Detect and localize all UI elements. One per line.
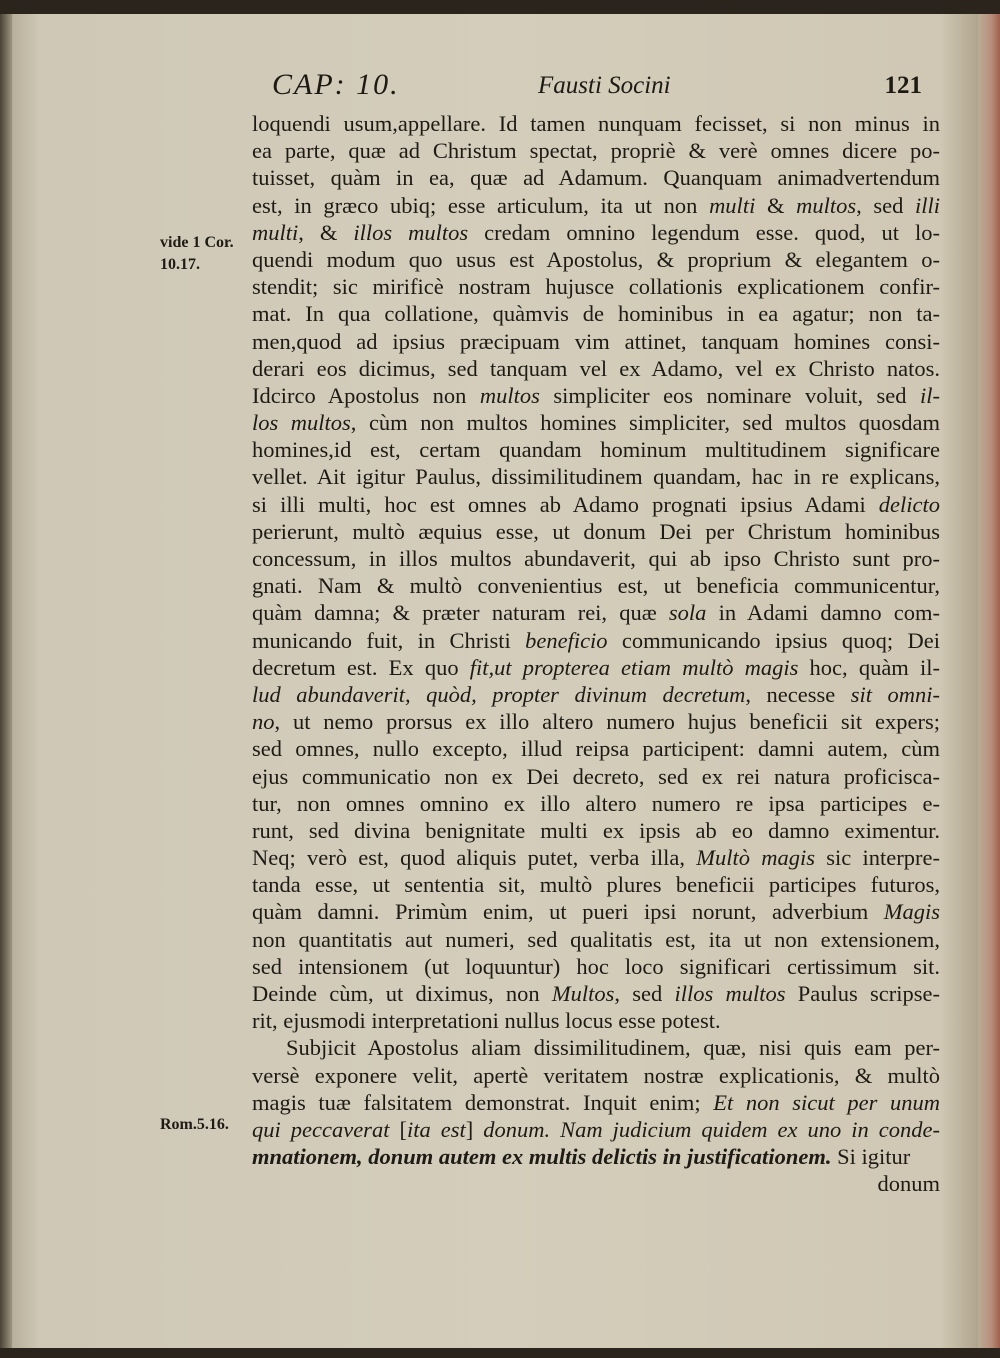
text-run: Paulus scripse- [785,981,940,1006]
running-title: Fausti Socini [538,72,671,99]
text-line [252,898,940,925]
scan-bottom-edge [0,1348,1000,1358]
text-run: ejus communicatio non ex Dei decreto, sed ex rei natura proficisca- [252,763,940,789]
text-run: sic interpre- [815,845,940,871]
text-line [252,572,940,599]
text-line [252,1143,940,1170]
text-run: , sed [856,192,915,218]
text-run: il- [920,382,941,408]
text-run: si illi multi, hoc est omnes ab Adamo prognati ipsius Adami [252,491,879,517]
text-run: multos [796,192,857,218]
text-line [252,300,940,327]
text-run: stendit; sic mirificè nostram hujusce collationis explicationem confir- [252,274,940,300]
text-run: , cùm non multos homines simpliciter, sed multos quosdam [350,410,941,436]
text-run: ita est [406,1116,466,1142]
text-run: donum [877,1171,940,1197]
text-line [252,436,940,463]
text-line [252,871,940,898]
text-line [252,273,940,300]
text-run: no [252,709,275,735]
page-number: 121 [884,72,922,99]
text-run: & [755,192,797,218]
text-line [252,355,940,382]
text-line [252,1089,940,1116]
text-run: , & [298,219,354,245]
text-line [252,491,940,518]
text-line [252,708,940,735]
scan-top-edge [0,0,1000,14]
text-run: tuisset, quàm in ea, quæ ad Adamum. Quanquam animadvertendum [252,165,940,191]
text-run: qui peccaverat [252,1116,390,1142]
text-run: quendi modum quo usus est Apostolus, & proprium & elegantem o- [252,246,940,272]
text-run: hoc, quàm il- [798,654,940,680]
text-run: Magis [883,899,940,925]
text-line [252,137,940,164]
text-line [252,627,940,654]
text-line [252,192,940,219]
text-line [252,763,940,790]
text-run: sola [668,600,707,626]
text-line [252,681,940,708]
text-run: sed intensionem (ut loquuntur) hoc loco significari certissimum sit. [252,953,940,979]
text-run: Multò magis [696,845,816,871]
text-run: tanda esse, ut sententia sit, multò plures beneficii participes futuros, [252,872,940,898]
text-line [252,463,940,490]
text-run: concessum, in illos multos abundaverit, qui ab ipso Christo sunt pro- [252,546,940,571]
text-run: delicto [878,491,940,517]
text-run: sit omni- [850,681,940,707]
text-run: communicando ipsius quoq; Dei [607,627,941,653]
text-run: lud abundaverit, quòd, propter divinum decretum [252,681,746,707]
text-run: rit, ejusmodi interpretationi nullus locus esse potest. [252,1008,721,1034]
text-line [252,654,940,681]
text-line [252,1116,940,1143]
text-line [252,246,940,273]
text-run: simpliciter eos nominare voluit, sed [539,382,921,408]
text-run: ] [465,1116,484,1142]
text-line [252,409,940,436]
text-line [252,328,940,355]
margin-note-rom: Rom.5.16. [160,1116,229,1133]
text-run: mnationem, donum autem ex multis delictis in justificationem. [252,1144,832,1170]
text-run: quàm damna; & præter naturam rei, quæ [252,600,669,626]
text-line [252,110,940,137]
text-run: est, in græco ubiq; esse articulum, ita ut non [252,192,710,218]
text-run: in Adami damno com- [706,600,941,626]
text-run: gnati. Nam & multò convenientius est, ut beneficia communicentur, [252,573,940,599]
text-run: multi [709,192,756,218]
text-run: tur, non omnes omnino ex illo altero numero re ipsa participes e- [252,790,940,816]
chapter-label: CAP: 10. [272,68,400,101]
text-run: non quantitatis aut numeri, sed qualitatis est, ita ut non extensionem, [252,926,940,952]
text-line [252,1007,940,1034]
text-run: Idcirco Apostolus non [252,382,480,408]
text-run: magis tuæ falsitatem demonstrat. Inquit enim; [252,1089,714,1115]
text-run: Si igitur [831,1144,911,1170]
text-run: , sed [614,981,675,1006]
text-run: sed omnes, nullo excepto, illud reipsa participent: damni autem, cùm [252,736,940,762]
text-run: multos [479,382,540,408]
text-run: Multos [551,981,615,1006]
text-run: credam omnino legendum esse. quod, ut lo- [468,219,940,245]
text-line [252,219,940,246]
text-line [252,1062,940,1089]
text-run: Subjicit Apostolus aliam dissimilitudinem, quæ, nisi quis eam per- [286,1035,940,1061]
text-run: ea parte, quæ ad Christum spectat, propriè & verè omnes dicere po- [252,138,940,164]
text-line [252,518,940,545]
text-run: mat. In qua collatione, quàmvis de hominibus in ea agatur; non ta- [252,301,940,327]
text-run: , necesse [745,681,851,707]
margin-note-1cor: vide 1 Cor. 10.17. [160,234,234,273]
text-run: loquendi usum,appellare. Id tamen nunquam fecisset, si non minus in [252,111,940,136]
text-run: decretum est. Ex quo [252,654,470,680]
text-line [252,1034,940,1061]
text-run: los multos [252,410,351,436]
text-line [252,980,940,1007]
running-head [270,66,930,110]
text-line [252,599,940,626]
catchword [252,1170,940,1197]
text-run: men,quod ad ipsius præcipuam vim attinet, tanquam homines consi- [252,328,940,354]
body-text [252,110,940,1198]
text-run: fit,ut propterea etiam multò magis [469,654,799,680]
text-line [252,382,940,409]
text-run: runt, sed divina benignitate multi ex ipsis ab eo damno eximentur. [252,817,940,843]
text-run: [ [389,1116,407,1142]
text-run: municando fuit, in Christi [252,627,526,653]
text-run: quàm damni. Primùm enim, ut pueri ipsi norunt, adverbium [252,899,884,925]
text-line [252,164,940,191]
text-line [252,545,940,572]
text-run: homines,id est, certam quandam hominum multitudinem significare [252,437,940,463]
text-run: illos multos [353,219,469,245]
text-line [252,953,940,980]
page-fore-edge [978,14,1000,1348]
text-line [252,735,940,762]
text-run: vellet. Ait igitur Paulus, dissimilitudinem quandam, hac in re explicans, [252,464,940,490]
text-line [252,790,940,817]
text-run: , ut nemo prorsus ex illo altero numero hujus beneficii sit expers; [274,709,940,735]
text-run: illi [914,192,940,218]
text-line [252,844,940,871]
page-gutter-shadow [0,14,12,1348]
text-run: donum. Nam judicium quidem ex uno in conde- [483,1116,940,1142]
text-line [252,926,940,953]
text-run: derari eos dicimus, sed tanquam vel ex Adamo, vel ex Christo natos. [252,355,940,381]
text-run: Neq; verò est, quod aliquis putet, verba illa, [252,845,697,871]
text-run: illos multos [674,981,786,1006]
text-run: versè exponere velit, apertè veritatem nostræ explicationis, & multò [252,1062,940,1088]
text-run: multi [252,219,299,245]
text-run: Et non sicut per unum [713,1089,940,1115]
text-run: perierunt, multò æquius esse, ut donum Dei per Christum hominibus [252,518,940,544]
text-run: beneficio [525,627,608,653]
text-run: Deinde cùm, ut diximus, non [252,981,552,1006]
text-line [252,817,940,844]
